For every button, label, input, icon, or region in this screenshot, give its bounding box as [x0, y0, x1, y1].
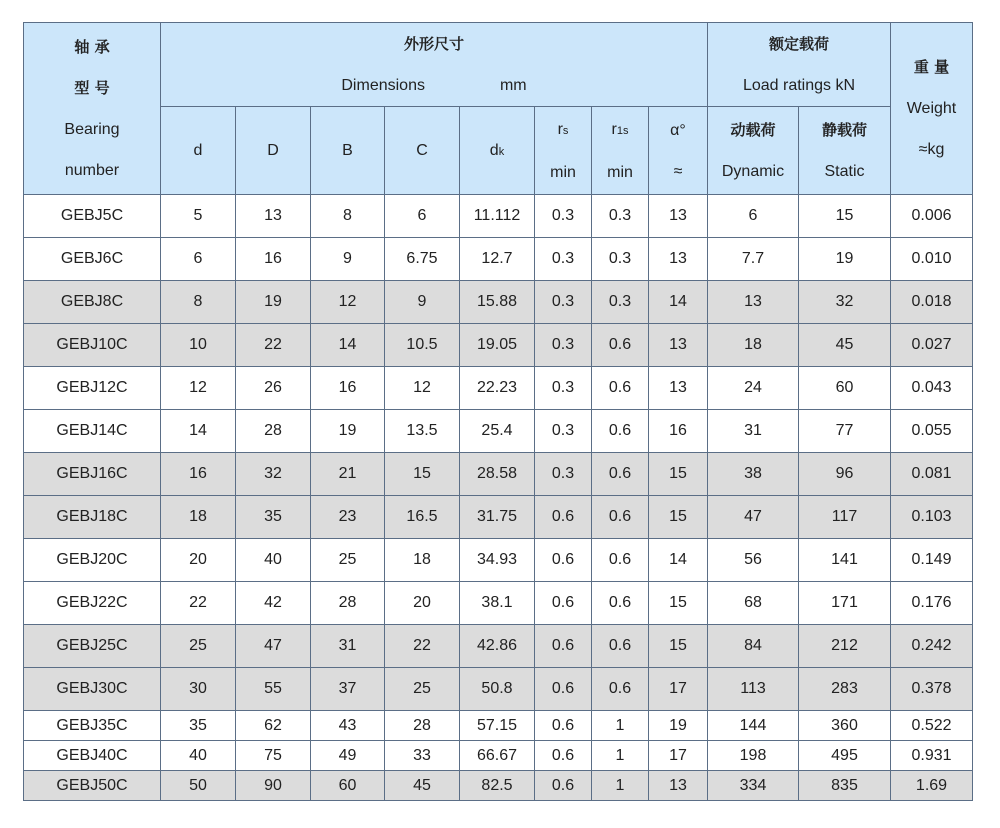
table-row	[24, 539, 973, 582]
cell-r1s: 0.6	[592, 625, 649, 668]
cell-D: 28	[236, 410, 311, 453]
cell-weight: 0.378	[891, 668, 973, 711]
cell-C: 13.5	[385, 410, 460, 453]
cell-d: 35	[161, 711, 236, 741]
cell-d: 40	[161, 741, 236, 771]
cell-alpha: 15	[649, 496, 708, 539]
cell-D: 90	[236, 771, 311, 801]
cell-B: 14	[311, 324, 385, 367]
cell-dk: 42.86	[460, 625, 535, 668]
cell-C: 16.5	[385, 496, 460, 539]
cell-B: 23	[311, 496, 385, 539]
cell-dk: 31.75	[460, 496, 535, 539]
cell-bearing-number: GEBJ35C	[24, 711, 161, 741]
cell-C: 10.5	[385, 324, 460, 367]
cell-static: 495	[799, 741, 891, 771]
dk-main: d	[489, 141, 499, 159]
cell-dynamic: 144	[708, 711, 799, 741]
cell-B: 49	[311, 741, 385, 771]
cell-B: 37	[311, 668, 385, 711]
cell-r1s: 0.6	[592, 453, 649, 496]
r1s-sub: 1s	[616, 124, 629, 137]
cell-dynamic: 38	[708, 453, 799, 496]
cell-alpha: 13	[649, 367, 708, 410]
cell-dk: 50.8	[460, 668, 535, 711]
cell-static: 45	[799, 324, 891, 367]
cell-C: 6	[385, 195, 460, 238]
cell-static: 117	[799, 496, 891, 539]
cell-dynamic: 84	[708, 625, 799, 668]
cell-B: 19	[311, 410, 385, 453]
cell-static: 77	[799, 410, 891, 453]
cell-rs: 0.6	[535, 539, 592, 582]
rs-sub: s	[562, 124, 569, 137]
table-row	[24, 410, 973, 453]
cell-B: 25	[311, 539, 385, 582]
cell-dynamic: 113	[708, 668, 799, 711]
weight-header	[891, 23, 973, 195]
cell-static: 360	[799, 711, 891, 741]
rs-min: min	[550, 163, 576, 181]
table-row	[24, 711, 973, 741]
table-row	[24, 771, 973, 801]
cell-dk: 34.93	[460, 539, 535, 582]
dynamic-zh: 动载荷	[730, 120, 776, 139]
cell-dk: 38.1	[460, 582, 535, 625]
cell-bearing-number: GEBJ18C	[24, 496, 161, 539]
cell-weight: 0.149	[891, 539, 973, 582]
cell-weight: 0.006	[891, 195, 973, 238]
cell-dynamic: 6	[708, 195, 799, 238]
cell-rs: 0.6	[535, 771, 592, 801]
cell-B: 9	[311, 238, 385, 281]
bearing-en-1: Bearing	[64, 120, 120, 138]
cell-dynamic: 47	[708, 496, 799, 539]
cell-weight: 0.043	[891, 367, 973, 410]
cell-C: 28	[385, 711, 460, 741]
col-r1s-header	[592, 107, 649, 195]
cell-rs: 0.6	[535, 582, 592, 625]
dimensions-unit: mm	[499, 76, 527, 94]
cell-static: 19	[799, 238, 891, 281]
cell-bearing-number: GEBJ8C	[24, 281, 161, 324]
col-dynamic-header	[708, 107, 799, 195]
cell-rs: 0.3	[535, 324, 592, 367]
cell-C: 12	[385, 367, 460, 410]
bearing-zh-1: 轴 承	[74, 37, 110, 56]
dimensions-en: Dimensions	[341, 76, 425, 94]
cell-D: 42	[236, 582, 311, 625]
col-static-header	[799, 107, 891, 195]
table-row	[24, 453, 973, 496]
cell-D: 19	[236, 281, 311, 324]
cell-d: 8	[161, 281, 236, 324]
cell-bearing-number: GEBJ30C	[24, 668, 161, 711]
table-row	[24, 238, 973, 281]
cell-dk: 19.05	[460, 324, 535, 367]
table-row	[24, 741, 973, 771]
weight-zh: 重 量	[913, 58, 950, 76]
cell-rs: 0.6	[535, 668, 592, 711]
table-row	[24, 195, 973, 238]
cell-dk: 12.7	[460, 238, 535, 281]
dynamic-en: Dynamic	[721, 162, 785, 180]
cell-weight: 0.176	[891, 582, 973, 625]
cell-bearing-number: GEBJ50C	[24, 771, 161, 801]
cell-B: 8	[311, 195, 385, 238]
col-dk-header	[460, 107, 535, 195]
cell-d: 18	[161, 496, 236, 539]
table-row	[24, 324, 973, 367]
cell-D: 55	[236, 668, 311, 711]
cell-d: 12	[161, 367, 236, 410]
alpha-approx: ≈	[673, 162, 683, 180]
cell-bearing-number: GEBJ5C	[24, 195, 161, 238]
rs-label	[535, 109, 591, 152]
cell-alpha: 15	[649, 453, 708, 496]
cell-r1s: 1	[592, 711, 649, 741]
cell-rs: 0.3	[535, 238, 592, 281]
cell-B: 60	[311, 771, 385, 801]
cell-weight: 0.103	[891, 496, 973, 539]
col-C-header: C	[385, 107, 460, 195]
static-zh: 静载荷	[821, 120, 867, 139]
table-row	[24, 281, 973, 324]
cell-dk: 66.67	[460, 741, 535, 771]
cell-dk: 57.15	[460, 711, 535, 741]
cell-B: 43	[311, 711, 385, 741]
cell-alpha: 14	[649, 281, 708, 324]
cell-alpha: 13	[649, 771, 708, 801]
cell-rs: 0.3	[535, 367, 592, 410]
load-zh: 额定载荷	[768, 34, 829, 53]
cell-static: 835	[799, 771, 891, 801]
cell-C: 15	[385, 453, 460, 496]
cell-C: 22	[385, 625, 460, 668]
cell-weight: 0.055	[891, 410, 973, 453]
dimensions-zh: 外形尺寸	[403, 34, 464, 53]
cell-alpha: 14	[649, 539, 708, 582]
cell-dynamic: 7.7	[708, 238, 799, 281]
cell-r1s: 0.6	[592, 668, 649, 711]
cell-d: 16	[161, 453, 236, 496]
col-D-header: D	[236, 107, 311, 195]
cell-dk: 25.4	[460, 410, 535, 453]
cell-r1s: 0.3	[592, 238, 649, 281]
cell-C: 33	[385, 741, 460, 771]
table-row	[24, 496, 973, 539]
cell-static: 15	[799, 195, 891, 238]
cell-D: 35	[236, 496, 311, 539]
cell-dynamic: 13	[708, 281, 799, 324]
cell-alpha: 17	[649, 668, 708, 711]
cell-r1s: 0.6	[592, 410, 649, 453]
cell-d: 20	[161, 539, 236, 582]
cell-bearing-number: GEBJ40C	[24, 741, 161, 771]
cell-r1s: 0.3	[592, 195, 649, 238]
cell-r1s: 1	[592, 741, 649, 771]
dimensions-en-row	[161, 65, 707, 106]
load-en: Load ratings kN	[742, 76, 856, 94]
cell-dk: 82.5	[460, 771, 535, 801]
table-row	[24, 367, 973, 410]
cell-r1s: 0.3	[592, 281, 649, 324]
cell-rs: 0.3	[535, 281, 592, 324]
cell-D: 26	[236, 367, 311, 410]
cell-weight: 0.522	[891, 711, 973, 741]
r1s-min: min	[607, 163, 633, 181]
cell-B: 12	[311, 281, 385, 324]
cell-alpha: 15	[649, 582, 708, 625]
table-header	[24, 23, 973, 195]
table-row	[24, 668, 973, 711]
cell-dynamic: 334	[708, 771, 799, 801]
rs-main: r	[557, 120, 563, 138]
cell-bearing-number: GEBJ12C	[24, 367, 161, 410]
alpha-label: α°	[670, 121, 686, 139]
table-row	[24, 582, 973, 625]
cell-bearing-number: GEBJ22C	[24, 582, 161, 625]
cell-static: 283	[799, 668, 891, 711]
cell-D: 16	[236, 238, 311, 281]
cell-B: 21	[311, 453, 385, 496]
cell-weight: 0.018	[891, 281, 973, 324]
r1s-main: r	[611, 120, 617, 138]
cell-alpha: 13	[649, 195, 708, 238]
cell-weight: 0.931	[891, 741, 973, 771]
cell-weight: 1.69	[891, 771, 973, 801]
col-rs-header	[535, 107, 592, 195]
cell-d: 10	[161, 324, 236, 367]
cell-bearing-number: GEBJ10C	[24, 324, 161, 367]
cell-static: 141	[799, 539, 891, 582]
load-ratings-header	[708, 23, 891, 107]
cell-dynamic: 31	[708, 410, 799, 453]
cell-B: 31	[311, 625, 385, 668]
cell-bearing-number: GEBJ20C	[24, 539, 161, 582]
table-body	[24, 195, 973, 801]
col-B-header: B	[311, 107, 385, 195]
cell-d: 5	[161, 195, 236, 238]
cell-D: 47	[236, 625, 311, 668]
r1s-label	[592, 109, 648, 152]
cell-rs: 0.3	[535, 410, 592, 453]
cell-D: 40	[236, 539, 311, 582]
weight-en: Weight	[906, 100, 957, 117]
cell-dk: 22.23	[460, 367, 535, 410]
cell-alpha: 16	[649, 410, 708, 453]
cell-dynamic: 68	[708, 582, 799, 625]
cell-alpha: 17	[649, 741, 708, 771]
cell-r1s: 0.6	[592, 367, 649, 410]
cell-dk: 11.112	[460, 195, 535, 238]
cell-C: 25	[385, 668, 460, 711]
cell-d: 25	[161, 625, 236, 668]
cell-C: 9	[385, 281, 460, 324]
cell-r1s: 0.6	[592, 496, 649, 539]
cell-D: 13	[236, 195, 311, 238]
cell-alpha: 19	[649, 711, 708, 741]
cell-rs: 0.3	[535, 453, 592, 496]
cell-D: 32	[236, 453, 311, 496]
cell-r1s: 0.6	[592, 539, 649, 582]
cell-rs: 0.6	[535, 625, 592, 668]
cell-B: 28	[311, 582, 385, 625]
cell-static: 32	[799, 281, 891, 324]
bearing-en-2: number	[64, 161, 120, 179]
cell-d: 22	[161, 582, 236, 625]
cell-rs: 0.6	[535, 741, 592, 771]
dk-sub: k	[498, 145, 505, 158]
cell-static: 212	[799, 625, 891, 668]
cell-D: 75	[236, 741, 311, 771]
cell-bearing-number: GEBJ25C	[24, 625, 161, 668]
cell-static: 96	[799, 453, 891, 496]
cell-C: 45	[385, 771, 460, 801]
cell-rs: 0.6	[535, 496, 592, 539]
cell-C: 20	[385, 582, 460, 625]
cell-B: 16	[311, 367, 385, 410]
cell-rs: 0.3	[535, 195, 592, 238]
cell-dynamic: 198	[708, 741, 799, 771]
bearing-number-header	[24, 23, 161, 195]
bearing-spec-table	[23, 22, 973, 801]
cell-static: 60	[799, 367, 891, 410]
cell-static: 171	[799, 582, 891, 625]
cell-D: 22	[236, 324, 311, 367]
cell-dynamic: 24	[708, 367, 799, 410]
cell-dynamic: 56	[708, 539, 799, 582]
cell-alpha: 13	[649, 324, 708, 367]
weight-unit: ≈kg	[918, 141, 945, 158]
cell-r1s: 0.6	[592, 582, 649, 625]
cell-d: 6	[161, 238, 236, 281]
cell-dynamic: 18	[708, 324, 799, 367]
col-d-header: d	[161, 107, 236, 195]
cell-bearing-number: GEBJ6C	[24, 238, 161, 281]
dimensions-header	[161, 23, 708, 107]
cell-weight: 0.242	[891, 625, 973, 668]
cell-alpha: 13	[649, 238, 708, 281]
cell-D: 62	[236, 711, 311, 741]
bearing-zh-2: 型 号	[74, 78, 110, 97]
table-row	[24, 625, 973, 668]
col-alpha-header	[649, 107, 708, 195]
cell-C: 18	[385, 539, 460, 582]
static-en: Static	[824, 162, 865, 180]
cell-bearing-number: GEBJ16C	[24, 453, 161, 496]
cell-C: 6.75	[385, 238, 460, 281]
cell-weight: 0.010	[891, 238, 973, 281]
cell-r1s: 1	[592, 771, 649, 801]
cell-dk: 28.58	[460, 453, 535, 496]
cell-alpha: 15	[649, 625, 708, 668]
cell-bearing-number: GEBJ14C	[24, 410, 161, 453]
cell-d: 30	[161, 668, 236, 711]
cell-weight: 0.027	[891, 324, 973, 367]
cell-d: 50	[161, 771, 236, 801]
cell-d: 14	[161, 410, 236, 453]
cell-weight: 0.081	[891, 453, 973, 496]
cell-r1s: 0.6	[592, 324, 649, 367]
cell-dk: 15.88	[460, 281, 535, 324]
cell-rs: 0.6	[535, 711, 592, 741]
